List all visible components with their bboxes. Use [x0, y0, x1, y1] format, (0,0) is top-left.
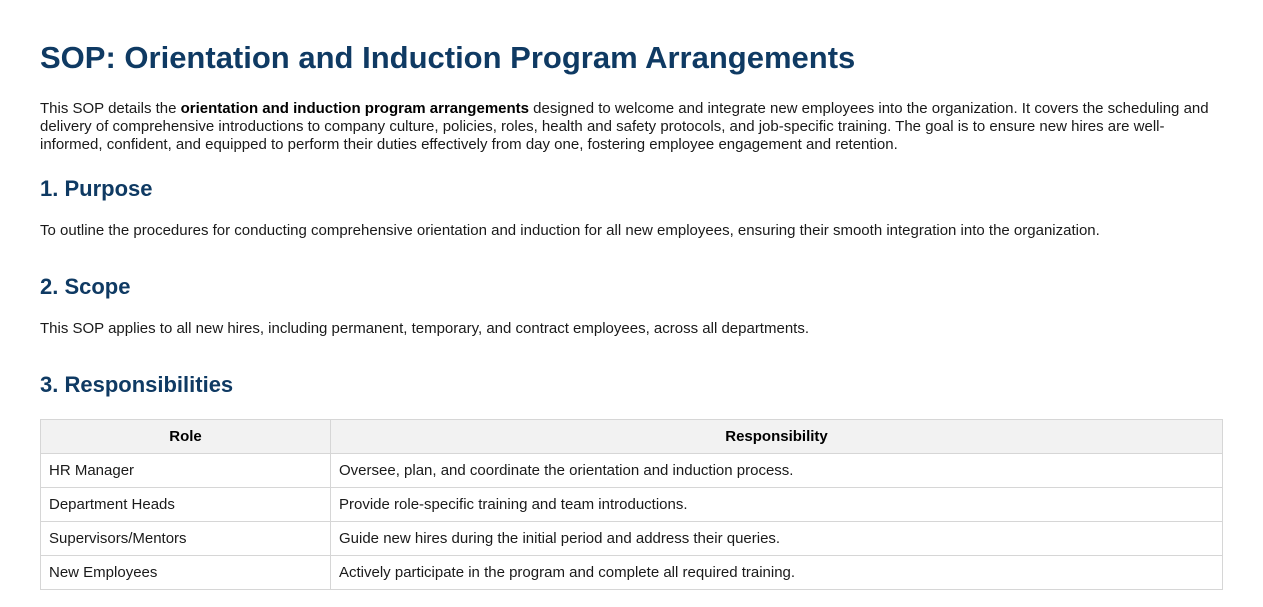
- responsibility-cell: Guide new hires during the initial period and address their queries.: [331, 522, 1223, 556]
- column-header-responsibility: Responsibility: [331, 420, 1223, 454]
- section-heading-scope: 2. Scope: [40, 274, 131, 299]
- section-text-purpose: To outline the procedures for conducting comprehensive orientation and induction for all new employees, ensuring their smooth integration into the organization.: [40, 222, 1100, 239]
- table-row: [41, 488, 1223, 522]
- role-cell: New Employees: [41, 556, 331, 590]
- role-cell: Supervisors/Mentors: [41, 522, 331, 556]
- section-text-scope: This SOP applies to all new hires, including permanent, temporary, and contract employees, across all departments.: [40, 320, 809, 337]
- responsibility-cell: Provide role-specific training and team introductions.: [331, 488, 1223, 522]
- role-cell: Department Heads: [41, 488, 331, 522]
- section-heading-purpose: 1. Purpose: [40, 176, 153, 201]
- column-header-role: Role: [41, 420, 331, 454]
- intro-text-start: This SOP details the: [40, 100, 181, 117]
- responsibilities-table: [40, 419, 1223, 590]
- table-header-row: [41, 420, 1223, 454]
- intro-text-end: designed to welcome and integrate new employees into the organization. It covers the scheduling and delivery of comprehensive introductions to company culture, policies, roles, health and safety protocols, and job-specific training. The goal is to ensure new hires are well-informed, confident, and equipped to perform their duties effectively from day one, fostering employee engagement and retention.: [40, 100, 1209, 153]
- intro-paragraph: [40, 100, 1223, 154]
- responsibility-cell: Actively participate in the program and complete all required training.: [331, 556, 1223, 590]
- section-heading-responsibilities: 3. Responsibilities: [40, 372, 234, 397]
- page-title: SOP: Orientation and Induction Program Arrangements: [40, 40, 856, 75]
- table-row: [41, 556, 1223, 590]
- role-cell: HR Manager: [41, 454, 331, 488]
- intro-text-bold: orientation and induction program arrangements: [180, 100, 529, 117]
- table-row: [41, 454, 1223, 488]
- responsibility-cell: Oversee, plan, and coordinate the orientation and induction process.: [331, 454, 1223, 488]
- table-row: [41, 522, 1223, 556]
